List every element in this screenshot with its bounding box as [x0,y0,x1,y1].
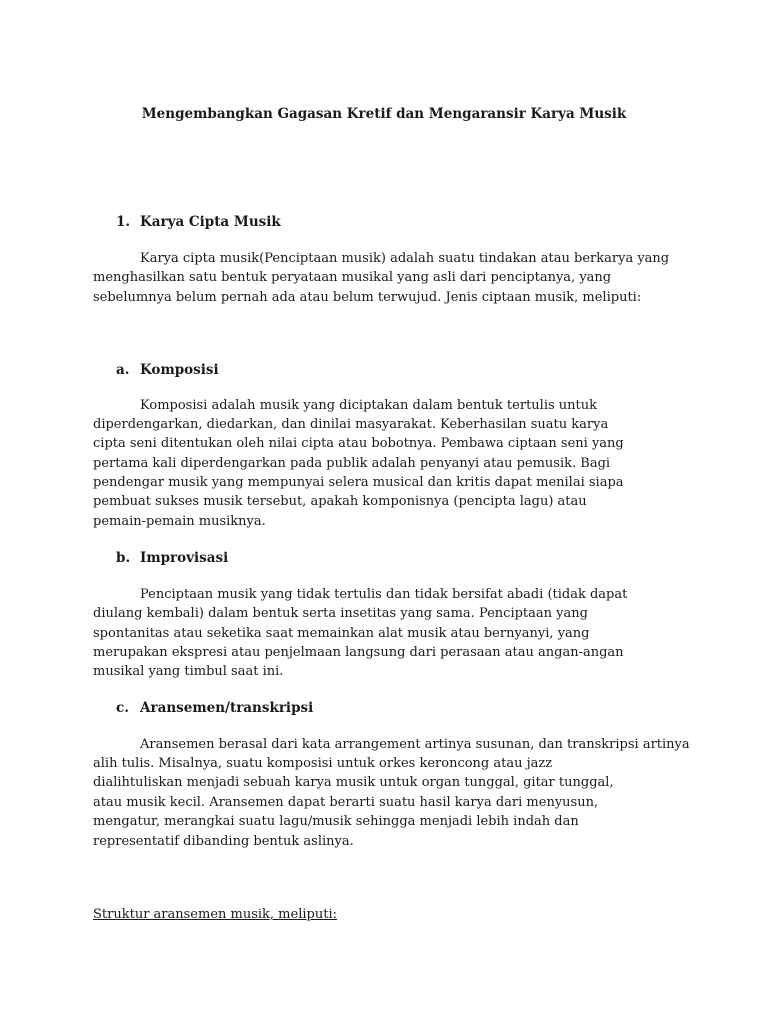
paragraph-line: pemain-pemain musiknya. [93,514,266,529]
subsection-heading-komposisi: Komposisi [140,362,219,378]
paragraph-line: atau musik kecil. Aransemen dapat berarti suatu hasil karya dari menyusun, [93,795,599,810]
section-heading-karya-cipta: Karya Cipta Musik [140,214,281,230]
paragraph-line: diulang kembali) dalam bentuk serta insetitas yang sama. Penciptaan yang [93,606,588,621]
paragraph-line: dialihtuliskan menjadi sebuah karya musik untuk organ tunggal, gitar tunggal, [93,775,614,790]
paragraph-line: diperdengarkan, diedarkan, dan dinilai masyarakat. Keberhasilan suatu karya [93,417,609,432]
subsection-marker: a. [116,362,130,378]
struktur-heading: Struktur aransemen musik, meliputi: [93,907,337,922]
subsection-marker: b. [116,550,131,566]
paragraph-line: Penciptaan musik yang tidak tertulis dan tidak bersifat abadi (tidak dapat [140,587,628,602]
paragraph-line: merupakan ekspresi atau penjelmaan langsung dari perasaan atau angan-angan [93,645,624,660]
subsection-marker: c. [116,700,129,716]
paragraph-line: cipta seni ditentukan oleh nilai cipta atau bobotnya. Pembawa ciptaan seni yang [93,436,624,451]
paragraph-line: pertama kali diperdengarkan pada publik adalah penyanyi atau pemusik. Bagi [93,456,611,471]
paragraph-line: representatif dibanding bentuk aslinya. [93,834,354,849]
paragraph-line: Karya cipta musik(Penciptaan musik) adalah suatu tindakan atau berkarya yang [140,251,670,266]
paragraph-line: sebelumnya belum pernah ada atau belum terwujud. Jenis ciptaan musik, meliputi: [93,290,642,305]
subsection-heading-improvisasi: Improvisasi [140,550,229,566]
paragraph-line: pendengar musik yang mempunyai selera musical dan kritis dapat menilai siapa [93,475,624,490]
paragraph-line: musikal yang timbul saat ini. [93,664,284,679]
paragraph-line: Aransemen berasal dari kata arrangement artinya susunan, dan transkripsi artinya [140,737,690,752]
paragraph-line: mengatur, merangkai suatu lagu/musik sehingga menjadi lebih indah dan [93,814,579,829]
paragraph-line: Komposisi adalah musik yang diciptakan dalam bentuk tertulis untuk [140,398,597,413]
subsection-heading-aransemen: Aransemen/transkripsi [140,700,314,716]
paragraph-line: menghasilkan satu bentuk peryataan musikal yang asli dari penciptanya, yang [93,270,612,285]
paragraph-line: spontanitas atau seketika saat memainkan alat musik atau bernyanyi, yang [93,626,590,641]
section-number: 1. [116,214,131,230]
paragraph-line: alih tulis. Misalnya, suatu komposisi untuk orkes keroncong atau jazz [93,756,553,771]
page-title: Mengembangkan Gagasan Kretif dan Mengaransir Karya Musik [141,106,627,122]
paragraph-line: pembuat sukses musik tersebut, apakah komponisnya (pencipta lagu) atau [93,494,587,509]
